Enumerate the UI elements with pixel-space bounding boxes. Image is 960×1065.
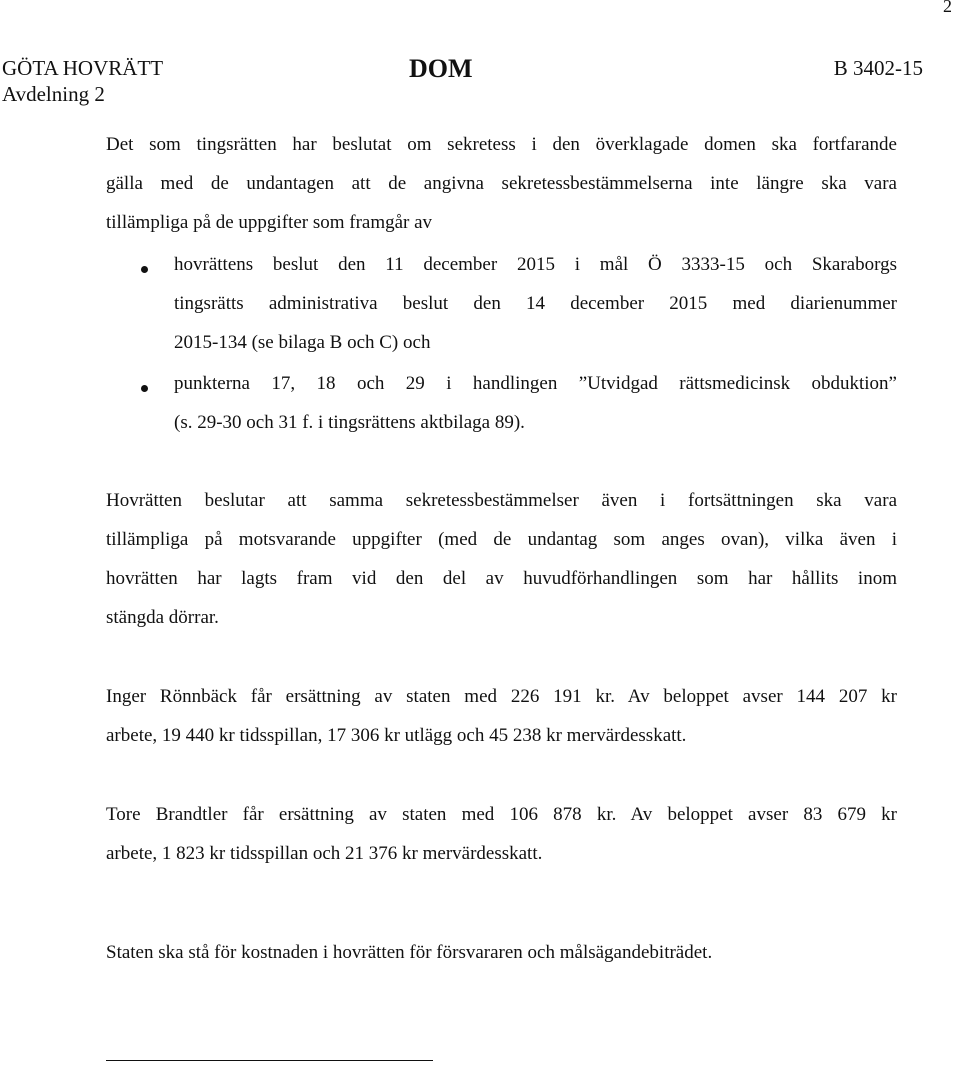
text-line: Staten ska stå för kostnaden i hovrätten för försvararen och målsägandebiträdet.	[106, 942, 713, 963]
text-line: hovrätten har lagts fram vid den del av huvudförhandlingen som har hållits inom	[106, 568, 897, 589]
text-line: tillämpliga på de uppgifter som framgår av	[106, 212, 433, 233]
case-number: B 3402-15	[833, 56, 923, 80]
text-line: hovrättens beslut den 11 december 2015 i mål Ö 3333-15 och Skaraborgs	[174, 254, 897, 275]
text-line: stängda dörrar.	[106, 607, 219, 628]
text-line: Inger Rönnbäck får ersättning av staten med 226 191 kr. Av beloppet avser 144 207 kr	[106, 686, 897, 707]
text-line: Tore Brandtler får ersättning av staten med 106 878 kr. Av beloppet avser 83 679 kr	[106, 804, 897, 825]
bullet-icon	[141, 385, 148, 392]
text-line: arbete, 19 440 kr tidsspillan, 17 306 kr utlägg och 45 238 kr mervärdesskatt.	[106, 725, 687, 746]
text-line: arbete, 1 823 kr tidsspillan och 21 376 kr mervärdesskatt.	[106, 843, 543, 864]
text-line: Hovrätten beslutar att samma sekretessbestämmelser även i fortsättningen ska vara	[106, 490, 897, 511]
signature-line	[106, 1060, 433, 1061]
bullet-icon	[141, 266, 148, 273]
text-line: punkterna 17, 18 och 29 i handlingen ”Utvidgad rättsmedicinsk obduktion”	[174, 373, 897, 394]
page-number: 2	[943, 0, 952, 16]
text-line: (s. 29-30 och 31 f. i tingsrättens aktbilaga 89).	[174, 412, 525, 433]
text-line: 2015-134 (se bilaga B och C) och	[174, 332, 431, 353]
department-name: Avdelning 2	[2, 82, 105, 106]
text-line: Det som tingsrätten har beslutat om sekretess i den överklagade domen ska fortfarande	[106, 134, 897, 155]
text-line: tingsrätts administrativa beslut den 14 december 2015 med diarienummer	[174, 293, 897, 314]
document-title: DOM	[409, 54, 473, 83]
court-name: GÖTA HOVRÄTT	[2, 56, 164, 80]
text-line: tillämpliga på motsvarande uppgifter (med de undantag som anges ovan), vilka även i	[106, 529, 897, 550]
text-line: gälla med de undantagen att de angivna sekretessbestämmelserna inte längre ska vara	[106, 173, 897, 194]
